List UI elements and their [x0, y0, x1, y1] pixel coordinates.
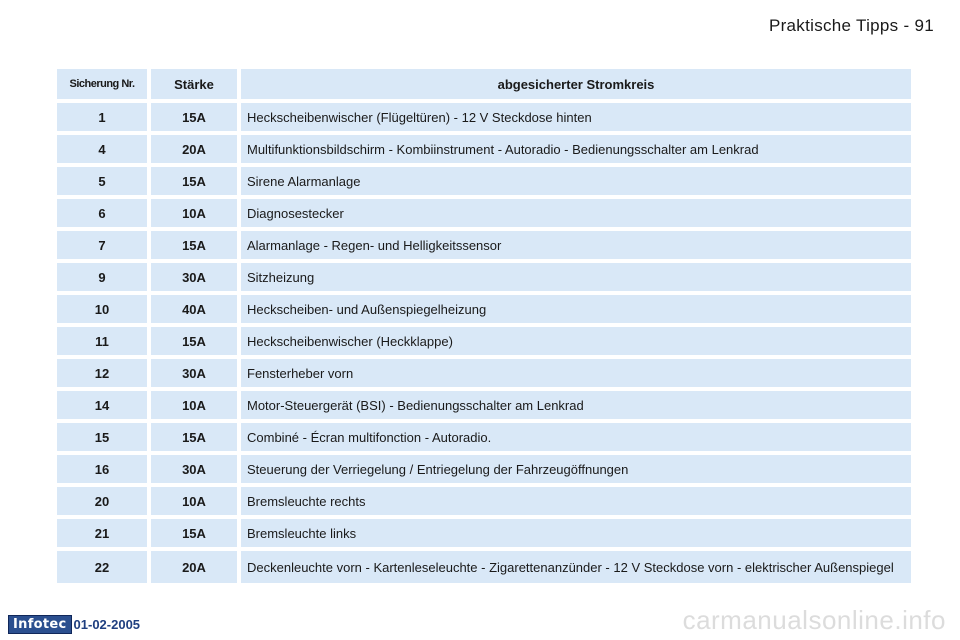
fuse-number-cell: 10	[57, 295, 147, 323]
table-row	[57, 359, 911, 387]
table-row	[57, 551, 911, 583]
publication-date: 01-02-2005	[73, 617, 141, 632]
circuit-cell: Heckscheibenwischer (Flügeltüren) - 12 V Steckdose hinten	[241, 103, 911, 131]
circuit-cell: Diagnosestecker	[241, 199, 911, 227]
amperage-cell: 20A	[151, 551, 237, 583]
table-row	[57, 103, 911, 131]
fuse-number-cell: 20	[57, 487, 147, 515]
circuit-cell: Fensterheber vorn	[241, 359, 911, 387]
column-header-amperage: Stärke	[151, 69, 237, 99]
fuse-number-cell: 7	[57, 231, 147, 259]
table-row	[57, 199, 911, 227]
fuse-number-cell: 1	[57, 103, 147, 131]
amperage-cell: 30A	[151, 455, 237, 483]
circuit-cell: Heckscheiben- und Außenspiegelheizung	[241, 295, 911, 323]
circuit-cell: Sirene Alarmanlage	[241, 167, 911, 195]
fuse-table	[53, 65, 915, 587]
fuse-number-cell: 5	[57, 167, 147, 195]
table-row	[57, 231, 911, 259]
amperage-cell: 20A	[151, 135, 237, 163]
table-row	[57, 423, 911, 451]
fuse-number-cell: 11	[57, 327, 147, 355]
table-row	[57, 167, 911, 195]
fuse-number-cell: 12	[57, 359, 147, 387]
table-row	[57, 455, 911, 483]
infotec-logo: Infotec	[8, 615, 72, 634]
circuit-cell: Steuerung der Verriegelung / Entriegelung der Fahrzeugöffnungen	[241, 455, 911, 483]
amperage-cell: 15A	[151, 423, 237, 451]
amperage-cell: 15A	[151, 231, 237, 259]
column-header-fuse-number: Sicherung Nr.	[57, 69, 147, 99]
column-header-circuit: abgesicherter Stromkreis	[241, 69, 911, 99]
fuse-number-cell: 21	[57, 519, 147, 547]
circuit-cell: Motor-Steuergerät (BSI) - Bedienungsschalter am Lenkrad	[241, 391, 911, 419]
circuit-cell: Deckenleuchte vorn - Kartenleseleuchte - Zigarettenanzünder - 12 V Steckdose vorn - elektrischer Außenspiegel	[241, 551, 911, 583]
fuse-number-cell: 14	[57, 391, 147, 419]
amperage-cell: 30A	[151, 359, 237, 387]
table-row	[57, 327, 911, 355]
fuse-number-cell: 4	[57, 135, 147, 163]
amperage-cell: 15A	[151, 167, 237, 195]
amperage-cell: 10A	[151, 487, 237, 515]
table-row	[57, 519, 911, 547]
table-row	[57, 263, 911, 291]
amperage-cell: 10A	[151, 199, 237, 227]
table-row	[57, 487, 911, 515]
circuit-cell: Heckscheibenwischer (Heckklappe)	[241, 327, 911, 355]
table-row	[57, 295, 911, 323]
footer	[8, 615, 140, 634]
amperage-cell: 15A	[151, 327, 237, 355]
amperage-cell: 10A	[151, 391, 237, 419]
circuit-cell: Bremsleuchte links	[241, 519, 911, 547]
circuit-cell: Multifunktionsbildschirm - Kombiinstrument - Autoradio - Bedienungsschalter am Lenkrad	[241, 135, 911, 163]
circuit-cell: Alarmanlage - Regen- und Helligkeitssensor	[241, 231, 911, 259]
fuse-number-cell: 6	[57, 199, 147, 227]
watermark: carmanualsonline.info	[682, 605, 946, 635]
amperage-cell: 40A	[151, 295, 237, 323]
circuit-cell: Sitzheizung	[241, 263, 911, 291]
fuse-table-body	[57, 103, 911, 583]
circuit-cell: Bremsleuchte rechts	[241, 487, 911, 515]
amperage-cell: 15A	[151, 519, 237, 547]
fuse-number-cell: 15	[57, 423, 147, 451]
circuit-cell: Combiné - Écran multifonction - Autoradio.	[241, 423, 911, 451]
amperage-cell: 30A	[151, 263, 237, 291]
amperage-cell: 15A	[151, 103, 237, 131]
fuse-number-cell: 22	[57, 551, 147, 583]
fuse-number-cell: 9	[57, 263, 147, 291]
table-row	[57, 135, 911, 163]
page-title: Praktische Tipps - 91	[768, 16, 934, 35]
table-header-row	[57, 69, 911, 99]
fuse-number-cell: 16	[57, 455, 147, 483]
table-row	[57, 391, 911, 419]
